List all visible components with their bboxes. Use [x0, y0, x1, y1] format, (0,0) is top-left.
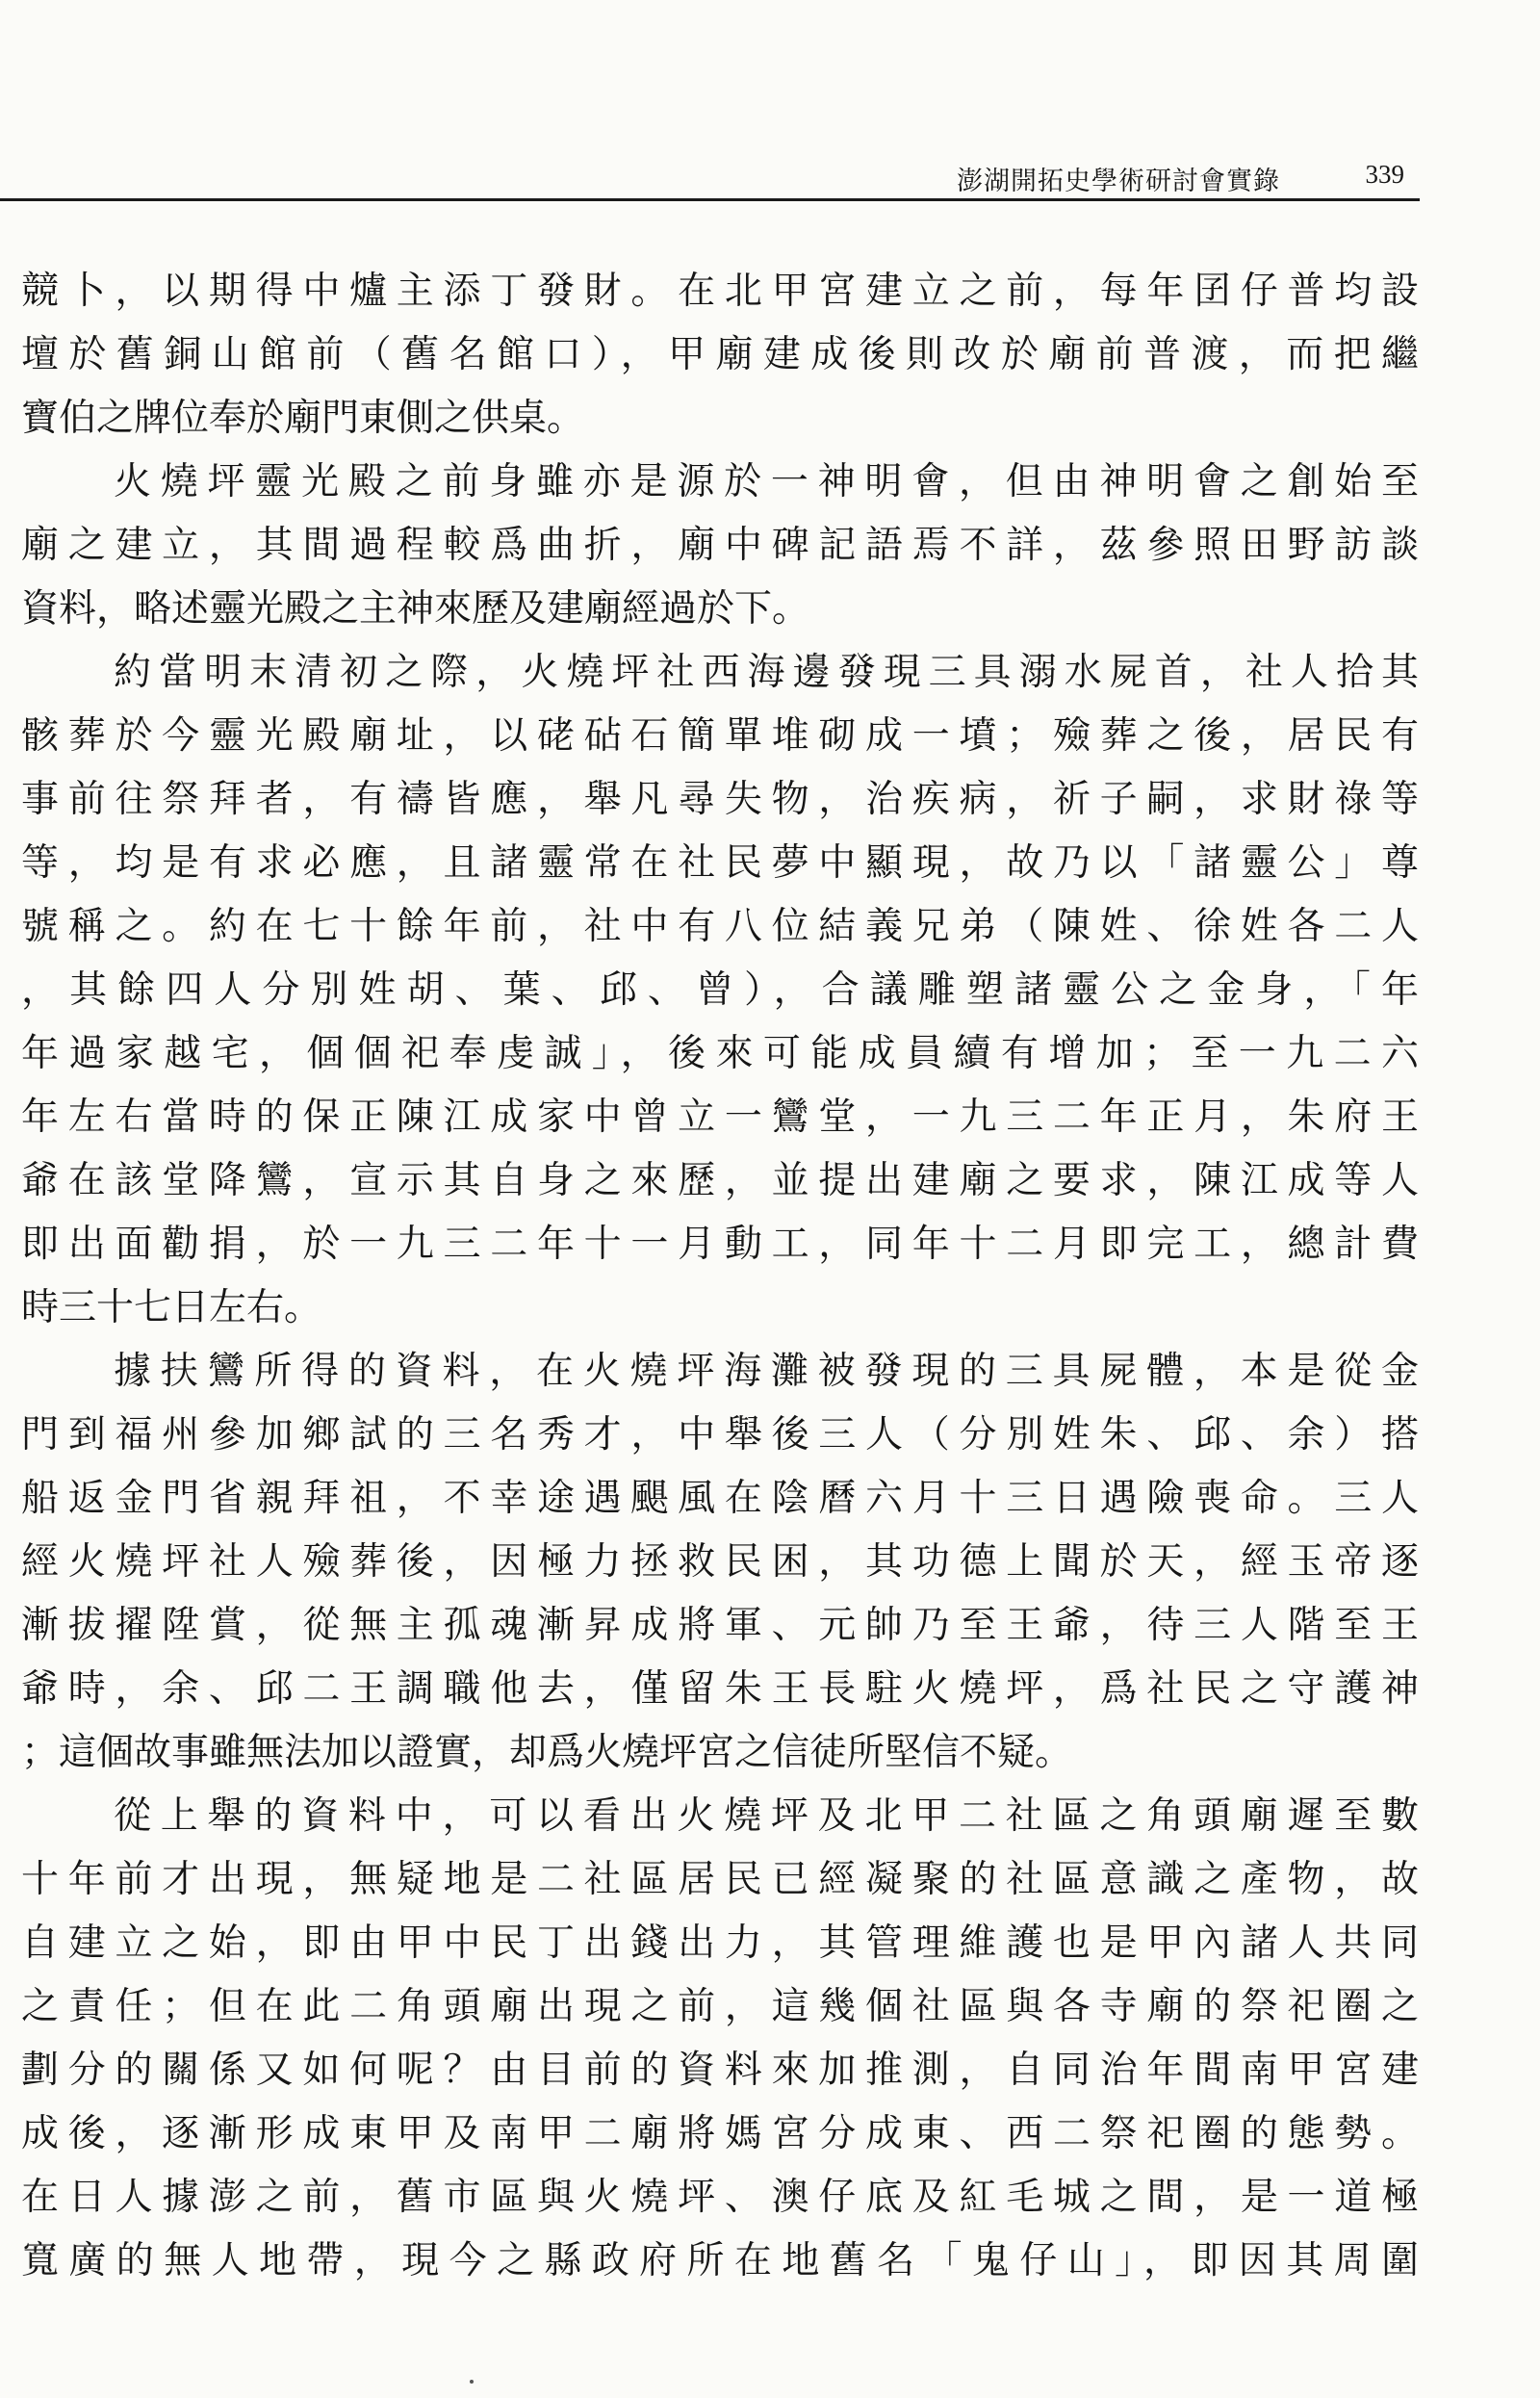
text-line: 從上舉的資料中，可以看出火燒坪及北甲二社區之角頭廟遲至數 [114, 1794, 1419, 1838]
text-line: 壇於舊銅山館前（舊名館口），甲廟建成後則改於廟前普渡，而把繼 [21, 333, 1419, 376]
text-line: 門到福州參加鄉試的三名秀才，中舉後三人（分別姓朱、邱、余）搭 [21, 1413, 1419, 1457]
page-number: 339 [1365, 160, 1404, 189]
text-line: 年過家越宅，個個祀奉虔誠」，後來可能成員續有增加；至一九二六 [21, 1032, 1419, 1075]
text-line: ；這個故事雖無法加以證實，却爲火燒坪宮之信徒所堅信不疑。 [21, 1731, 1073, 1774]
text-line: 成後，逐漸形成東甲及南甲二廟將媽宮分成東、西二祭祀圈的態勢。 [21, 2112, 1419, 2155]
text-line: 號稱之。約在七十餘年前，社中有八位結義兄弟（陳姓、徐姓各二人 [21, 905, 1419, 948]
text-line: 漸拔擢陞賞，從無主孤魂漸昇成將軍、元帥乃至王爺，待三人階至王 [21, 1604, 1419, 1647]
text-line: 寬廣的無人地帶，現今之縣政府所在地舊名「鬼仔山」，即因其周圍 [21, 2239, 1419, 2282]
running-header [0, 154, 1420, 198]
body-text [21, 260, 1419, 2293]
text-line: 競卜，以期得中爐主添丁發財。在北甲宮建立之前，每年囝仔普均設 [21, 270, 1419, 313]
text-line: 劃分的關係又如何呢？由目前的資料來加推測，自同治年間南甲宮建 [21, 2049, 1419, 2092]
text-line: 火燒坪靈光殿之前身雖亦是源於一神明會，但由神明會之創始至 [114, 460, 1419, 503]
header-rule [0, 198, 1420, 201]
text-line: 爺時，余、邱二王調職他去，僅留朱王長駐火燒坪，爲社民之守護神 [21, 1667, 1419, 1711]
text-line: 時三十七日左右。 [21, 1286, 322, 1329]
text-line: 年左右當時的保正陳江成家中曾立一鸞堂，一九三二年正月，朱府王 [21, 1096, 1419, 1139]
text-line: 事前往祭拜者，有禱皆應，舉凡尋失物，治疾病，祈子嗣，求財祿等 [21, 778, 1419, 821]
text-line: 約當明末清初之際，火燒坪社西海邊發現三具溺水屍首，社人拾其 [114, 651, 1419, 694]
text-line: 船返金門省親拜祖，不幸途遇颶風在陰曆六月十三日遇險喪命。三人 [21, 1477, 1419, 1520]
text-line: ，其餘四人分別姓胡、葉、邱、曾），合議雕塑諸靈公之金身，「年 [21, 968, 1419, 1012]
text-line: 據扶鸞所得的資料，在火燒坪海灘被發現的三具屍體，本是從金 [114, 1350, 1419, 1393]
text-line: 廟之建立，其間過程較爲曲折，廟中碑記語焉不詳，茲參照田野訪談 [21, 524, 1419, 567]
text-line: 經火燒坪社人殮葬後，因極力拯救民困，其功德上聞於天，經玉帝逐 [21, 1540, 1419, 1584]
text-line: 之責任；但在此二角頭廟出現之前，這幾個社區與各寺廟的祭祀圈之 [21, 1985, 1419, 2028]
text-line: 在日人據澎之前，舊市區與火燒坪、澳仔底及紅毛城之間，是一道極 [21, 2176, 1419, 2219]
text-line: 寶伯之牌位奉於廟門東側之供桌。 [21, 397, 585, 440]
text-line: 自建立之始，即由甲中民丁出錢出力，其管理維護也是甲內諸人共同 [21, 1921, 1419, 1965]
text-line: 骸葬於今靈光殿廟址，以硓砧石簡單堆砌成一墳；殮葬之後，居民有 [21, 714, 1419, 758]
text-line: 資料，略述靈光殿之主神來歷及建廟經過於下。 [21, 587, 810, 631]
text-line: 即出面勸捐，於一九三二年十一月動工，同年十二月即完工，總計費 [21, 1223, 1419, 1266]
text-line: 爺在該堂降鸞，宣示其自身之來歷，並提出建廟之要求，陳江成等人 [21, 1159, 1419, 1202]
running-header-title: 澎湖開拓史學術研討會實錄 [957, 167, 1280, 196]
scan-speck [470, 2380, 474, 2384]
text-line: 等，均是有求必應，且諸靈常在社民夢中顯現，故乃以「諸靈公」尊 [21, 841, 1419, 885]
text-line: 十年前才出現，無疑地是二社區居民已經凝聚的社區意識之產物，故 [21, 1858, 1419, 1901]
